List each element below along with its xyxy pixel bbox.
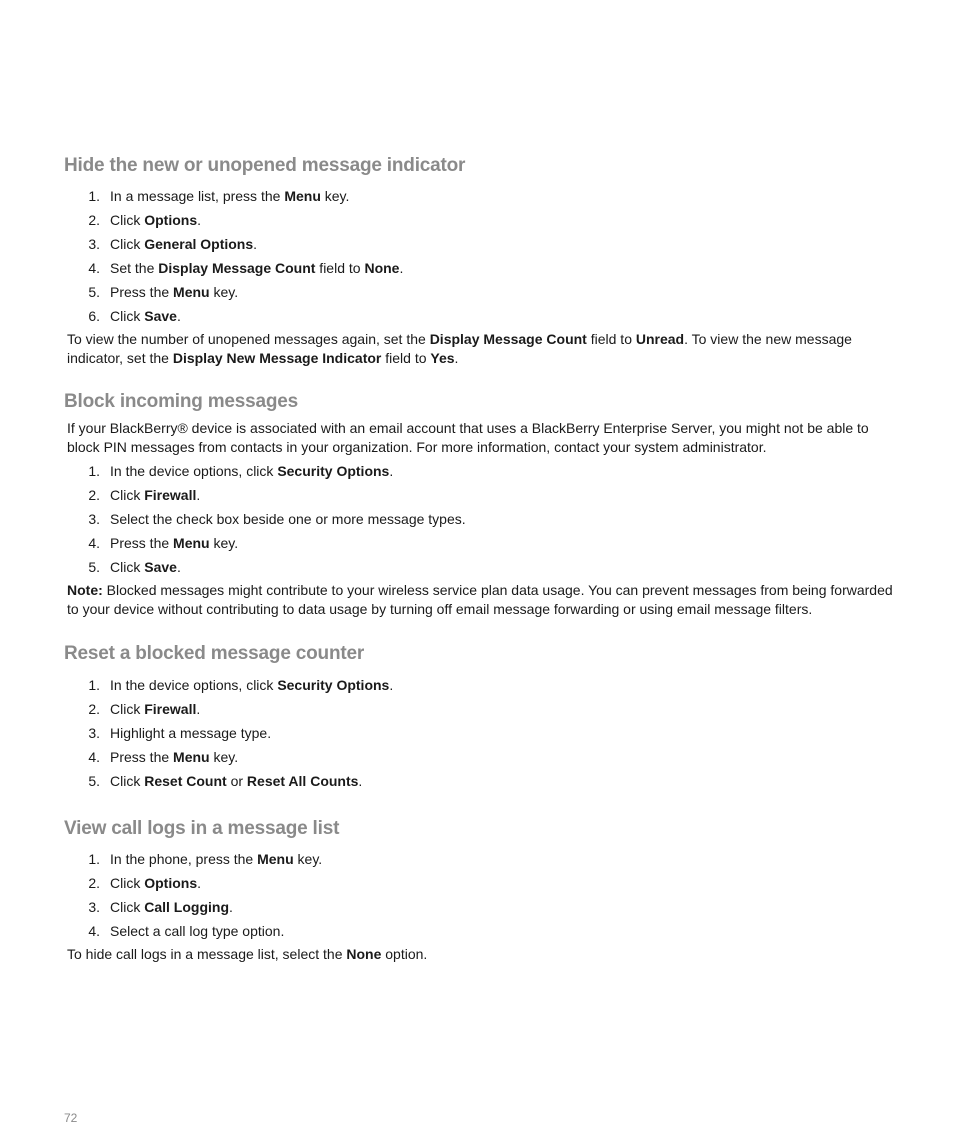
text-run: Click: [110, 559, 145, 575]
step-item: 2. Click Options.: [88, 875, 202, 891]
text-run: Press the: [110, 749, 174, 765]
section-heading: Reset a blocked message counter: [64, 643, 365, 664]
bold-term: Display New Message Indicator: [172, 350, 382, 366]
step-item: 1. In the device options, click Security Options.: [88, 463, 394, 479]
step-item: 3. Click General Options.: [88, 236, 258, 252]
step-text: [110, 773, 362, 789]
steps-list: [64, 673, 894, 793]
text-run: .: [196, 701, 201, 717]
section-heading: Block incoming messages: [64, 391, 299, 412]
step-item: 3. Select the check box beside one or more message types.: [88, 511, 466, 527]
bold-term: Unread: [635, 331, 685, 347]
text-run: .: [389, 677, 394, 693]
step-text: [110, 923, 284, 939]
bold-term: Save: [144, 308, 177, 324]
text-run: Click: [110, 236, 145, 252]
bold-term: Yes: [430, 350, 455, 366]
step-item: 3. Click Call Logging.: [88, 899, 233, 915]
step-text: [110, 463, 393, 479]
page-number: 72: [64, 1111, 78, 1125]
bold-term: Firewall: [144, 487, 197, 503]
step-item: 4. Press the Menu key.: [88, 535, 239, 551]
text-run: Blocked messages might contribute to your wireless service plan data usage. You can prevent messages from being forwarded to your device without contributing to data usage by turning off email message forwarding or using email message filters.: [67, 582, 893, 617]
text-run: Select a call log type option.: [110, 923, 285, 939]
bold-term: Menu: [173, 284, 210, 300]
bold-term: Display Message Count: [158, 260, 316, 276]
bold-term: Reset All Counts: [246, 773, 359, 789]
steps-list: [64, 847, 894, 943]
text-run: If your BlackBerry® device is associated with an email account that uses a BlackBerry Enterprise Server, you might not be able to block PIN messages from contacts in your organization. For more information, contact your system administrator.: [67, 420, 869, 455]
step-item: 5. Press the Menu key.: [88, 284, 239, 300]
section-reset-counter: [64, 642, 894, 793]
bold-term: Menu: [284, 188, 321, 204]
note-paragraph: [67, 581, 894, 619]
step-text: [110, 559, 181, 575]
step-text: [110, 701, 200, 717]
text-run: field to: [315, 260, 365, 276]
text-run: .: [389, 463, 394, 479]
step-item: 1. In the device options, click Security Options.: [88, 677, 394, 693]
text-run: key.: [209, 284, 239, 300]
text-run: Click: [110, 875, 145, 891]
step-item: 3. Highlight a message type.: [88, 725, 272, 741]
section-heading: View call logs in a message list: [64, 818, 340, 839]
text-run: In a message list, press the: [110, 188, 285, 204]
step-item: 4. Select a call log type option.: [88, 923, 285, 939]
text-run: Press the: [110, 535, 174, 551]
section-block-messages: [64, 390, 894, 619]
step-item: 5. Click Reset Count or Reset All Counts.: [88, 773, 363, 789]
text-run: or: [226, 773, 247, 789]
steps-list: [64, 184, 894, 328]
step-text: [110, 284, 238, 300]
bold-term: Call Logging: [144, 899, 229, 915]
step-item: 2. Click Options.: [88, 212, 202, 228]
text-run: To view the number of unopened messages again, set the: [67, 331, 430, 347]
step-text: [110, 236, 257, 252]
text-run: .: [454, 350, 459, 366]
section-hide-indicator: [64, 154, 894, 368]
text-run: Press the: [110, 284, 174, 300]
bold-term: Display Message Count: [429, 331, 587, 347]
text-run: Click: [110, 212, 145, 228]
step-text: [110, 188, 349, 204]
text-run: Highlight a message type.: [110, 725, 272, 741]
text-run: To hide call logs in a message list, select the: [67, 946, 347, 962]
step-item: 1. In the phone, press the Menu key.: [88, 851, 323, 867]
bold-term: Security Options: [277, 677, 390, 693]
text-run: Click: [110, 899, 145, 915]
bold-term: Menu: [257, 851, 294, 867]
step-text: [110, 749, 238, 765]
text-run: .: [197, 212, 202, 228]
bold-term: Options: [144, 875, 198, 891]
steps-list: [64, 459, 894, 579]
bold-term: Note:: [67, 582, 103, 598]
step-item: 4. Set the Display Message Count field to None.: [88, 260, 404, 276]
section-call-logs: [64, 817, 894, 964]
text-run: .: [197, 875, 202, 891]
bold-term: Save: [144, 559, 177, 575]
bold-term: Menu: [173, 535, 210, 551]
text-run: Select the check box beside one or more message types.: [110, 511, 466, 527]
step-item: 5. Click Save.: [88, 559, 181, 575]
step-text: [110, 487, 200, 503]
section-intro: [67, 419, 894, 457]
bold-term: Reset Count: [144, 773, 227, 789]
text-run: key.: [209, 535, 239, 551]
step-item: 4. Press the Menu key.: [88, 749, 239, 765]
text-run: Click: [110, 701, 145, 717]
bold-term: Security Options: [277, 463, 390, 479]
text-run: field to: [381, 350, 431, 366]
text-run: key.: [209, 749, 239, 765]
text-run: Set the: [110, 260, 159, 276]
step-text: [110, 308, 181, 324]
text-run: In the phone, press the: [110, 851, 258, 867]
text-run: field to: [586, 331, 636, 347]
text-run: Click: [110, 773, 145, 789]
bold-term: Menu: [173, 749, 210, 765]
text-run: key.: [320, 188, 350, 204]
text-run: option.: [381, 946, 428, 962]
step-text: [110, 260, 403, 276]
text-run: .: [229, 899, 233, 915]
bold-term: Firewall: [144, 701, 197, 717]
text-run: In the device options, click: [110, 463, 278, 479]
text-run: .: [176, 559, 181, 575]
step-item: 2. Click Firewall.: [88, 487, 201, 503]
text-run: .: [253, 236, 258, 252]
step-text: [110, 212, 201, 228]
bold-term: Options: [144, 212, 198, 228]
step-text: [110, 899, 233, 915]
step-text: [110, 535, 238, 551]
section-note: [67, 330, 894, 368]
bold-term: None: [346, 946, 382, 962]
step-item: 6. Click Save.: [88, 308, 181, 324]
step-text: [110, 725, 271, 741]
text-run: .: [399, 260, 404, 276]
bold-term: None: [364, 260, 400, 276]
section-note: [67, 945, 894, 964]
step-item: 1. In a message list, press the Menu key.: [88, 188, 350, 204]
section-heading: Hide the new or unopened message indicator: [64, 155, 466, 176]
step-item: 2. Click Firewall.: [88, 701, 201, 717]
step-text: [110, 511, 466, 527]
bold-term: General Options: [144, 236, 254, 252]
step-text: [110, 875, 201, 891]
text-run: In the device options, click: [110, 677, 278, 693]
step-text: [110, 677, 393, 693]
text-run: Click: [110, 308, 145, 324]
text-run: Click: [110, 487, 145, 503]
step-text: [110, 851, 322, 867]
text-run: . To view the new message indicator, set the: [67, 331, 852, 366]
text-run: .: [358, 773, 363, 789]
text-run: .: [176, 308, 181, 324]
text-run: .: [196, 487, 201, 503]
text-run: key.: [293, 851, 323, 867]
